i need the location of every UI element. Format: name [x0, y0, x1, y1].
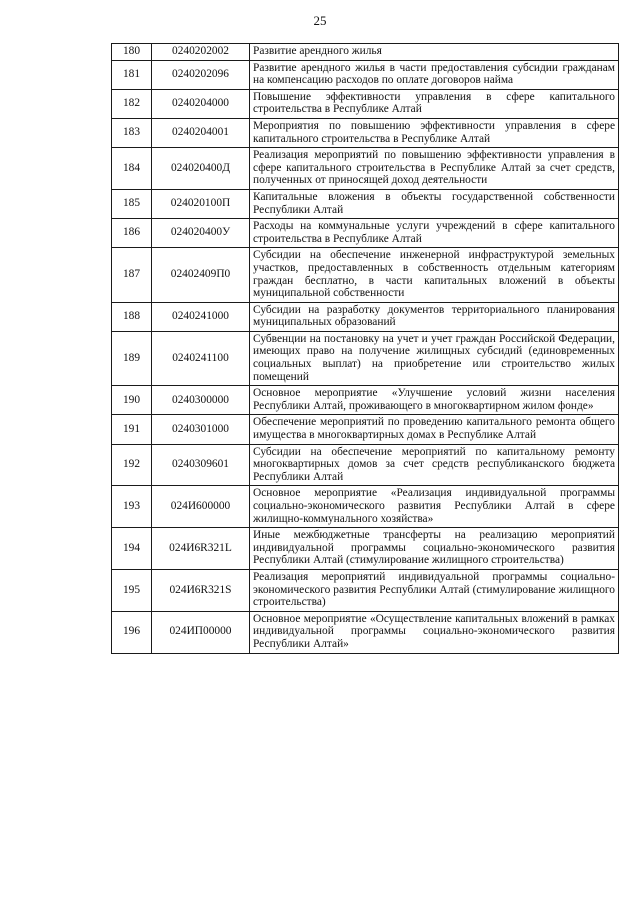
budget-classification-table: [111, 43, 619, 654]
table-row: [112, 118, 619, 147]
table-row: [112, 189, 619, 218]
row-description: Мероприятия по повышению эффективности управления в сфере капитального строительства в Республике Алтай: [250, 118, 619, 147]
row-code: 024020100П: [152, 189, 250, 218]
row-description: Реализация мероприятий индивидуальной программы социально-экономического развития Республики Алтай (стимулирование жилищного строительства): [250, 569, 619, 611]
row-number: 181: [112, 60, 152, 89]
row-code: 0240204001: [152, 118, 250, 147]
row-code: 02402409П0: [152, 248, 250, 302]
row-code: 024И600000: [152, 486, 250, 528]
table-row: [112, 248, 619, 302]
row-code: 0240309601: [152, 444, 250, 486]
row-number: 183: [112, 118, 152, 147]
row-number: 190: [112, 386, 152, 415]
row-number: 195: [112, 569, 152, 611]
table-row: [112, 569, 619, 611]
table-row: [112, 611, 619, 653]
row-number: 187: [112, 248, 152, 302]
row-description: Развитие арендного жилья в части предоставления субсидии гражданам на компенсацию расходов по оплате договоров найма: [250, 60, 619, 89]
row-number: 182: [112, 89, 152, 118]
row-code: 0240202096: [152, 60, 250, 89]
row-code: 024020400Д: [152, 148, 250, 190]
page-number: 25: [313, 13, 327, 28]
row-number: 193: [112, 486, 152, 528]
row-number: 194: [112, 528, 152, 570]
row-description: Субвенции на постановку на учет и учет граждан Российской Федерации, имеющих право на получение жилищных субсидий (единовременных социальных выплат) на приобретение или строительство жилых помещений: [250, 331, 619, 385]
row-description: Основное мероприятие «Улучшение условий жизни населения Республики Алтай, проживающего в многоквартирном жилом фонде»: [250, 386, 619, 415]
row-number: 189: [112, 331, 152, 385]
row-code: 024020400У: [152, 219, 250, 248]
row-number: 185: [112, 189, 152, 218]
row-description: Расходы на коммунальные услуги учреждений в сфере капитального строительства в Республике Алтай: [250, 219, 619, 248]
row-description: Субсидии на разработку документов территориального планирования муниципальных образований: [250, 302, 619, 331]
table-row: [112, 486, 619, 528]
row-description: Основное мероприятие «Осуществление капитальных вложений в рамках индивидуальной программы социально-экономического развития Республики Алтай»: [250, 611, 619, 653]
row-description: Субсидии на обеспечение мероприятий по капитальному ремонту многоквартирных домов за счет средств республиканского бюджета Республики Алтай: [250, 444, 619, 486]
row-code: 024И6R321S: [152, 569, 250, 611]
row-description: Капитальные вложения в объекты государственной собственности Республики Алтай: [250, 189, 619, 218]
row-number: 184: [112, 148, 152, 190]
row-description: Развитие арендного жилья: [250, 44, 619, 61]
table-row: [112, 44, 619, 61]
table-row: [112, 528, 619, 570]
table-row: [112, 444, 619, 486]
row-code: 0240241100: [152, 331, 250, 385]
row-description: Обеспечение мероприятий по проведению капитального ремонта общего имущества в многоквартирных домах в Республике Алтай: [250, 415, 619, 444]
row-code: 0240241000: [152, 302, 250, 331]
table-row: [112, 148, 619, 190]
table-row: [112, 219, 619, 248]
table-row: [112, 331, 619, 385]
row-number: 188: [112, 302, 152, 331]
table-row: [112, 415, 619, 444]
table-row: [112, 302, 619, 331]
row-description: Реализация мероприятий по повышению эффективности управления в сфере капитального строительства в Республике Алтай за счет средств, полученных от приносящей доход деятельности: [250, 148, 619, 190]
row-number: 180: [112, 44, 152, 61]
row-code: 0240204000: [152, 89, 250, 118]
row-number: 192: [112, 444, 152, 486]
row-code: 024И6R321L: [152, 528, 250, 570]
row-code: 0240301000: [152, 415, 250, 444]
row-code: 0240300000: [152, 386, 250, 415]
row-number: 196: [112, 611, 152, 653]
row-number: 186: [112, 219, 152, 248]
row-description: Повышение эффективности управления в сфере капитального строительства в Республике Алтай: [250, 89, 619, 118]
row-code: 024ИП00000: [152, 611, 250, 653]
table-row: [112, 386, 619, 415]
row-description: Иные межбюджетные трансферты на реализацию мероприятий индивидуальной программы социально-экономического развития Республики Алтай (стимулирование жилищного строительства): [250, 528, 619, 570]
table-row: [112, 89, 619, 118]
row-code: 0240202002: [152, 44, 250, 61]
table-row: [112, 60, 619, 89]
row-description: Субсидии на обеспечение инженерной инфраструктурой земельных участков, предоставленных в собственность отдельным категориям граждан бесплатно, в части капитальных вложений в объекты муниципальной собственности: [250, 248, 619, 302]
row-description: Основное мероприятие «Реализация индивидуальной программы социально-экономического развития Республики Алтай в сфере жилищно-коммунального хозяйства»: [250, 486, 619, 528]
row-number: 191: [112, 415, 152, 444]
